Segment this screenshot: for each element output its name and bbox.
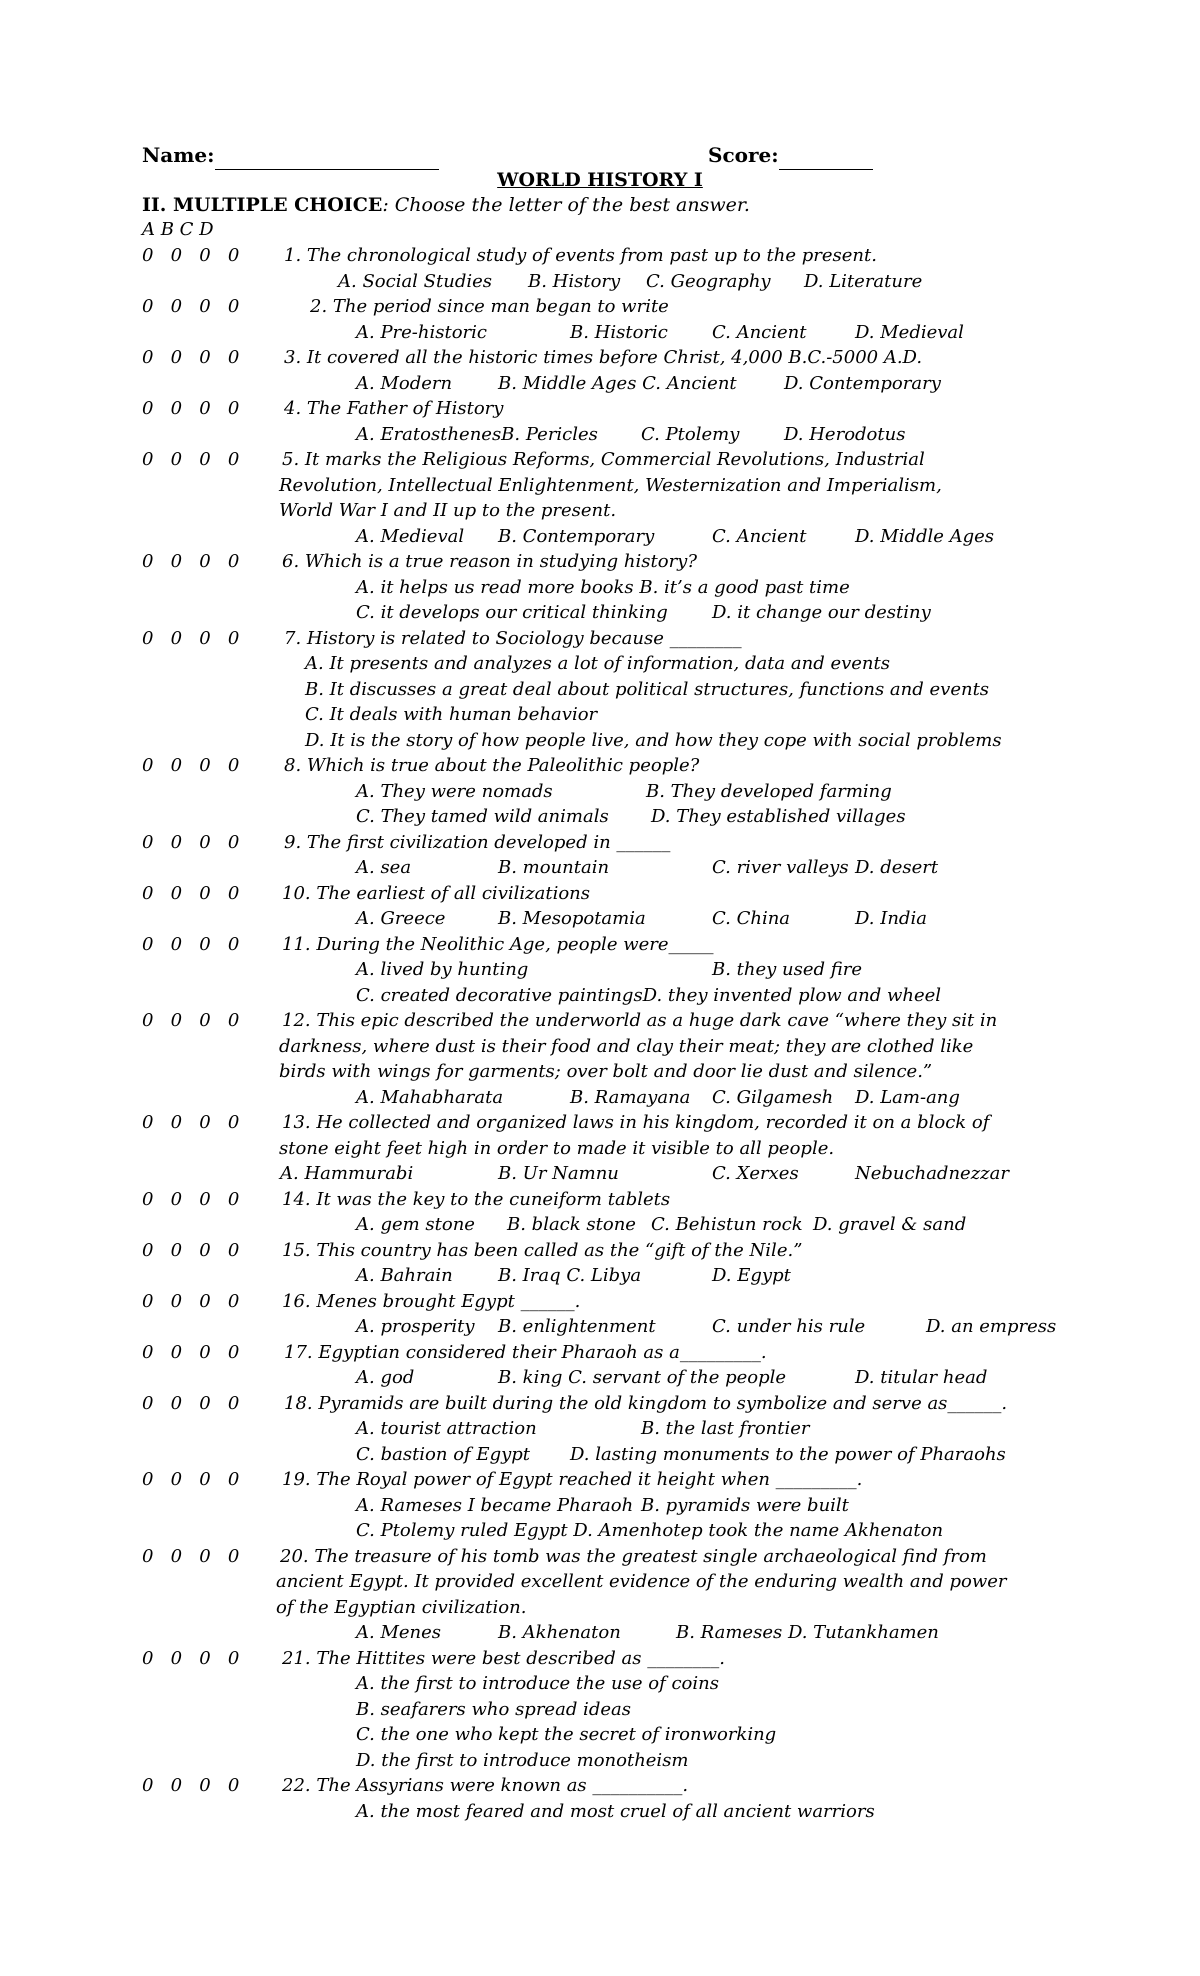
answer-option: A. the first to introduce the use of coins [356,1673,719,1694]
question-row [0,1646,1200,1672]
answer-option: B. They developed farming [646,780,892,802]
answer-option: D. an empress [926,1316,1057,1337]
answer-option: B. seafarers who spread ideas [356,1698,631,1720]
question-row [0,702,1200,728]
question-row [0,1697,1200,1723]
answer-option: D. India [855,908,927,929]
question-row [0,626,1200,652]
question-text: 12. This epic described the underworld as a huge dark cave “where they sit in [282,1010,998,1031]
question-row [0,830,1200,856]
answer-option: C. They tamed wild animals [356,806,609,827]
name-line [142,140,439,170]
answer-option: D. lasting monuments to the power of Pharaohs [570,1443,1006,1465]
name-label: Name: [142,143,215,167]
question-row [0,524,1200,550]
instructions [142,193,750,217]
question-row [0,269,1200,295]
answer-option: D. Contemporary [784,372,941,394]
question-text: 5. It marks the Religious Reforms, Commercial Revolutions, Industrial [282,449,925,470]
answer-option: C. under his rule [712,1316,866,1337]
page-title: WORLD HISTORY I [497,169,703,191]
question-text: 4. The Father of History [284,398,504,419]
answer-option: C. Ancient [712,321,807,343]
question-text: 17. Egyptian considered their Pharaoh as a_________. [284,1341,767,1363]
question-row [0,396,1200,422]
answer-option: A. gem stone [356,1214,475,1235]
answer-option: A. Greece [356,908,446,929]
question-row [0,1008,1200,1034]
answer-column-header: A B C D [142,219,214,240]
question-row [0,881,1200,907]
question-text: 6. Which is a true reason in studying history? [282,551,697,572]
answer-option: B. pyramids were built [641,1494,849,1516]
answer-option: A. Menes [356,1622,442,1643]
answer-option: A. tourist attraction [356,1418,537,1439]
question-row [0,1620,1200,1646]
question-row [0,1544,1200,1570]
question-text-continued: stone eight feet high in order to made it visible to all people. [279,1137,835,1159]
answer-option: D. It is the story of how people live, and how they cope with social problems [305,729,1002,751]
question-text: 10. The earliest of all civilizations [282,882,591,904]
question-row [0,1595,1200,1621]
question-row [0,1314,1200,1340]
question-row [0,345,1200,371]
answer-option: A. Medieval [356,525,465,547]
answer-option: C. Behistun rock [651,1214,803,1235]
question-row [0,1136,1200,1162]
question-text: 8. Which is true about the Paleolithic people? [284,755,700,776]
question-text-continued: darkness, where dust is their food and clay their meat; they are clothed like [279,1035,974,1057]
question-row [0,1569,1200,1595]
question-row [0,498,1200,524]
answer-option: C. China [712,908,791,929]
answer-option: D. They established villages [651,806,906,827]
question-row [0,549,1200,575]
question-row [0,957,1200,983]
question-text: 18. Pyramids are built during the old kingdom to symbolize and serve as______. [284,1392,1008,1414]
question-row [0,1187,1200,1213]
question-row [0,1391,1200,1417]
score-blank[interactable] [779,147,873,170]
question-text: 15. This country has been called as the “gift of the Nile.” [282,1239,803,1261]
question-row [0,677,1200,703]
answer-option: B. Middle Ages C. Ancient [498,372,737,394]
question-text: 21. The Hittites were best described as ________. [282,1647,725,1669]
answer-option: C. created decorative paintingsD. they invented plow and wheel [356,984,942,1006]
question-row [0,575,1200,601]
question-row [0,1467,1200,1493]
answer-option: B. It discusses a great deal about political structures, functions and events [305,678,990,700]
answer-option: C. Xerxes [712,1163,799,1184]
answer-bubbles[interactable]: 0 0 0 0 [142,755,240,776]
question-row [0,600,1200,626]
question-text: 16. Menes brought Egypt ______. [282,1290,581,1312]
question-row [0,804,1200,830]
answer-bubbles[interactable]: 0 0 0 0 [142,1112,240,1133]
question-row [0,1748,1200,1774]
question-row [0,1263,1200,1289]
score-line [708,140,873,170]
instruction-text: : Choose the letter of the best answer. [382,194,750,216]
question-row [0,855,1200,881]
answer-option: D. gravel & sand [813,1214,967,1235]
question-text: 3. It covered all the historic times before Christ, 4,000 B.C.-5000 A.D. [284,347,923,368]
answer-option: C. Geography [646,270,771,292]
question-text: 7. History is related to Sociology because ________ [284,627,742,649]
answer-bubbles[interactable]: 0 0 0 0 [142,449,240,470]
answer-option: B. king C. servant of the people [498,1367,787,1388]
answer-bubbles[interactable]: 0 0 0 0 [142,1239,240,1261]
answer-option: D. Egypt [712,1265,791,1286]
answer-option: C. Gilgamesh [712,1086,834,1108]
answer-bubbles[interactable]: 0 0 0 0 [142,1341,240,1363]
question-text-continued: World War I and II up to the present. [279,500,617,521]
answer-option: C. Ptolemy ruled Egypt D. Amenhotep took the name Akhenaton [356,1520,944,1541]
question-row [0,371,1200,397]
question-row [0,1289,1200,1315]
answer-option: A. Mahabharata [356,1086,504,1108]
answer-option: D. desert [855,857,939,878]
answer-option: A. They were nomads [356,780,553,802]
answer-option: C. the one who kept the secret of ironworking [356,1724,777,1745]
question-row [0,932,1200,958]
answer-bubbles[interactable]: 0 0 0 0 [142,627,240,649]
answer-option: D. the first to introduce monotheism [356,1749,689,1771]
answer-option: D. titular head [855,1367,988,1388]
answer-option: A. Modern [356,372,453,394]
answer-option: A. Rameses I became Pharaoh [356,1494,634,1516]
answer-option: B. Mesopotamia [498,908,646,929]
question-text-continued: Revolution, Intellectual Enlightenment, Westernization and Imperialism, [279,474,942,496]
question-list [0,243,1200,1824]
question-row [0,1493,1200,1519]
question-row [0,1365,1200,1391]
question-row [0,1518,1200,1544]
answer-bubbles[interactable]: 0 0 0 0 [142,933,240,955]
answer-option: D. it change our destiny [712,602,931,623]
question-row [0,1238,1200,1264]
question-text: 20. The treasure of his tomb was the greatest single archaeological find from [280,1545,987,1567]
answer-bubbles[interactable]: 0 0 0 0 [142,1775,240,1796]
question-row [0,779,1200,805]
answer-option: C. river valleys [712,857,849,878]
question-row [0,422,1200,448]
answer-option: Nebuchadnezzar [855,1163,1009,1184]
answer-option: B. mountain [498,857,610,878]
question-text: 11. During the Neolithic Age, people were_____ [282,933,714,955]
answer-option: D. Lam-ang [855,1086,960,1108]
question-row [0,1059,1200,1085]
question-row [0,1034,1200,1060]
answer-bubbles[interactable]: 0 0 0 0 [142,831,240,853]
answer-option: D. Medieval [855,321,964,343]
answer-option: B. Akhenaton [498,1622,621,1643]
answer-option: B. they used fire [712,959,863,980]
answer-option: C. bastion of Egypt [356,1443,531,1465]
answer-option: A. prosperity [356,1316,475,1337]
question-row [0,1773,1200,1799]
answer-bubbles[interactable]: 0 0 0 0 [142,1010,240,1031]
answer-bubbles[interactable]: 0 0 0 0 [142,1545,240,1567]
question-text: 2. The period since man began to write [310,296,669,317]
answer-bubbles[interactable]: 0 0 0 0 [142,347,240,368]
answer-option: A. sea [356,857,412,878]
question-text-continued: birds with wings for garments; over bolt and door lie dust and silence.” [279,1061,933,1082]
answer-bubbles[interactable]: 0 0 0 0 [142,1469,240,1490]
question-row [0,1110,1200,1136]
answer-bubbles[interactable]: 0 0 0 0 [142,1188,240,1210]
answer-option: B. Ur Namnu [498,1163,619,1184]
question-row [0,651,1200,677]
answer-option: B. Historic [570,321,668,343]
answer-bubbles[interactable]: 0 0 0 0 [142,1647,240,1669]
answer-option: A. It presents and analyzes a lot of information, data and events [305,653,890,674]
question-row [0,906,1200,932]
answer-option: C. Ptolemy [641,423,740,445]
question-text: 22. The Assyrians were known as __________. [282,1775,689,1796]
answer-bubbles[interactable]: 0 0 0 0 [142,1290,240,1312]
question-row [0,1799,1200,1825]
question-text: 1. The chronological study of events from past up to the present. [284,245,877,266]
answer-option: A. Pre-historic [356,321,487,343]
answer-option: C. Ancient [712,525,807,547]
answer-option: C. It deals with human behavior [305,704,598,725]
name-blank[interactable] [215,147,439,170]
question-row [0,243,1200,269]
question-row [0,294,1200,320]
question-text: 9. The first civilization developed in ______ [284,831,671,853]
answer-bubbles[interactable]: 0 0 0 0 [142,296,240,317]
answer-option: A. it helps us read more books B. it’s a good past time [356,576,850,598]
answer-option: A. Social Studies [338,270,492,292]
score-label: Score: [708,143,779,167]
question-row [0,1161,1200,1187]
answer-bubbles[interactable]: 0 0 0 0 [142,551,240,572]
question-row [0,1671,1200,1697]
answer-option: A. Bahrain [356,1265,453,1286]
question-row [0,1416,1200,1442]
answer-option: B. History [528,270,621,292]
question-row [0,1722,1200,1748]
question-row [0,1442,1200,1468]
question-row [0,1085,1200,1111]
answer-bubbles[interactable]: 0 0 0 0 [142,1392,240,1414]
question-text: 14. It was the key to the cuneiform tablets [282,1188,671,1210]
question-row [0,447,1200,473]
answer-option: A. god [356,1367,415,1388]
answer-option: A. EratosthenesB. Pericles [356,423,598,445]
answer-option: B. Contemporary [498,525,655,547]
answer-option: B. black stone [507,1214,636,1235]
question-text: 19. The Royal power of Egypt reached it height when _________. [282,1469,863,1490]
answer-option: D. Middle Ages [855,525,995,547]
question-row [0,320,1200,346]
question-row [0,473,1200,499]
question-row [0,728,1200,754]
answer-option: B. Ramayana [570,1086,691,1108]
answer-option: B. enlightenment [498,1316,656,1337]
answer-option: A. lived by hunting [356,959,529,980]
question-row [0,1340,1200,1366]
question-text-continued: of the Egyptian civilization. [276,1596,527,1618]
question-row [0,1212,1200,1238]
answer-bubbles[interactable]: 0 0 0 0 [142,245,240,266]
question-text: 13. He collected and organized laws in his kingdom, recorded it on a block of [282,1112,990,1133]
answer-option: B. the last frontier [641,1418,810,1439]
question-text-continued: ancient Egypt. It provided excellent evidence of the enduring wealth and power [276,1571,1007,1592]
answer-option: B. Rameses D. Tutankhamen [676,1622,939,1643]
answer-option: D. Literature [804,270,923,292]
question-row [0,983,1200,1009]
question-row [0,753,1200,779]
answer-bubbles[interactable]: 0 0 0 0 [142,882,240,904]
answer-option: C. it develops our critical thinking [356,602,668,623]
answer-option: B. Iraq C. Libya [498,1265,642,1286]
section-label: II. MULTIPLE CHOICE [142,194,383,216]
answer-bubbles[interactable]: 0 0 0 0 [142,398,240,419]
answer-option: D. Herodotus [784,423,906,445]
answer-option: A. Hammurabi [280,1163,414,1184]
answer-option: A. the most feared and most cruel of all ancient warriors [356,1800,875,1822]
